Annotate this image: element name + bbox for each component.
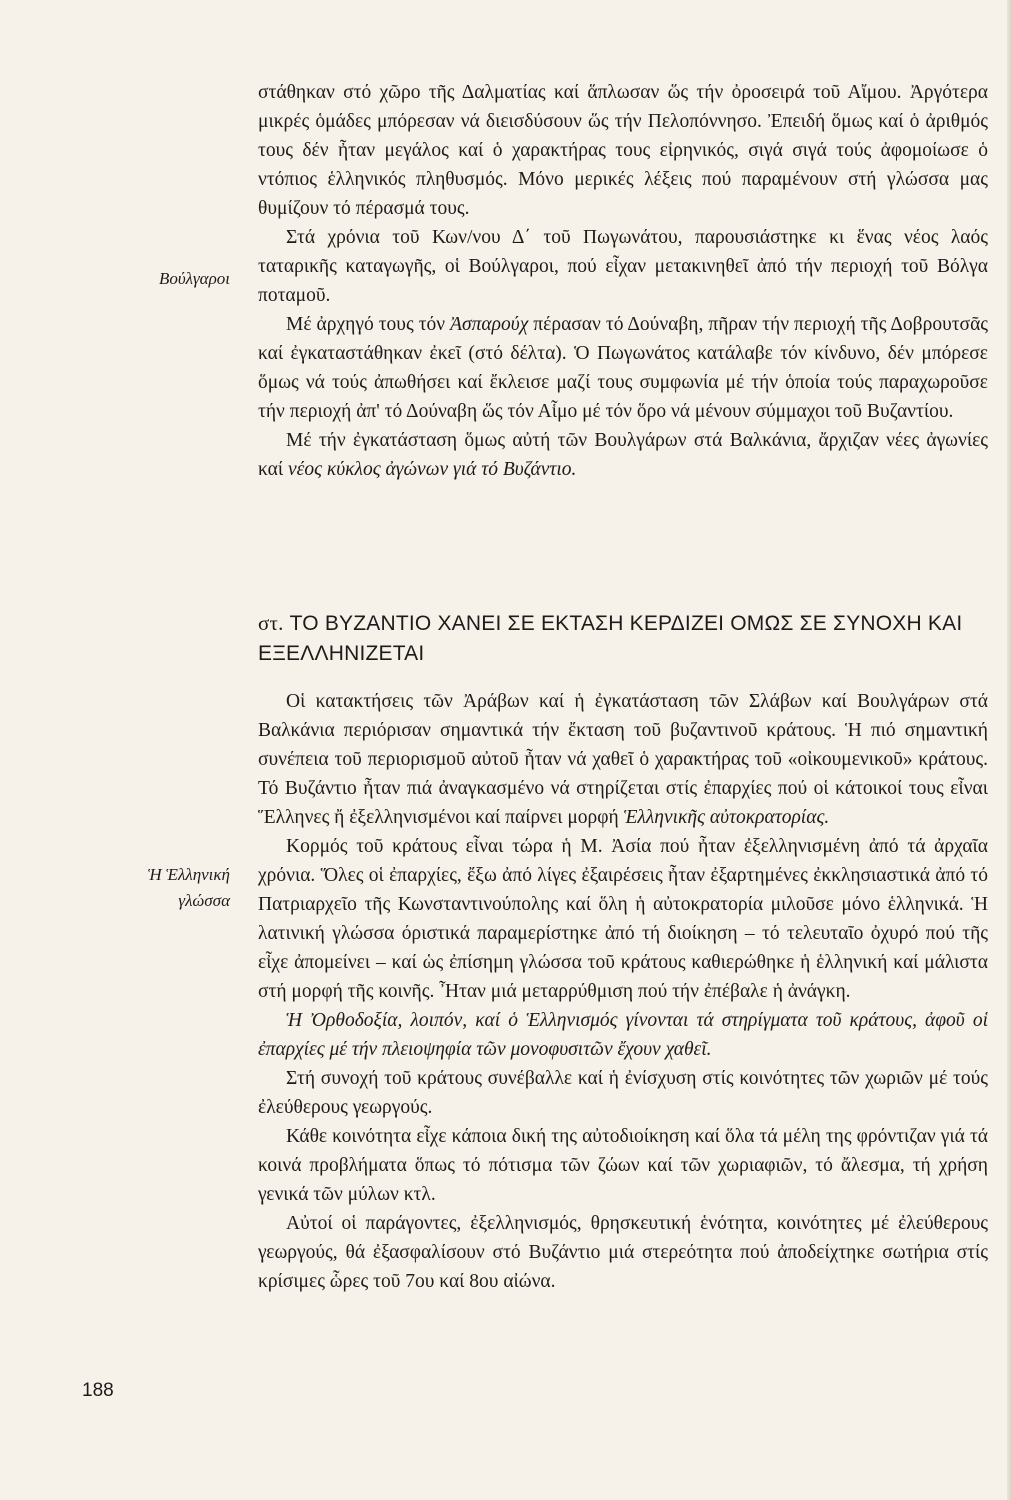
section-title: ΤΟ ΒΥΖΑΝΤΙΟ ΧΑΝΕΙ ΣΕ ΕΚΤΑΣΗ ΚΕΡΔΙΖΕΙ ΟΜΩΣ ΣΕ ΣΥΝΟΧΗ ΚΑΙ ΕΞΕΛΛΗΝΙΖΕΤΑΙ [258, 612, 963, 665]
paragraph-orthodoxy [258, 1006, 988, 1064]
text-span: Μέ ἀρχηγό τους τόν [286, 314, 451, 335]
margin-note-voulgaroi: Βούλγαροι [158, 269, 230, 288]
section-slavs-bulgars [258, 78, 988, 484]
text-span: Οἱ κατακτήσεις τῶν Ἀράβων καί ἡ ἐγκατάσταση τῶν Σλάβων καί Βουλγάρων στά Βαλκάνια περιόρισαν σημαντικά τήν ἔκταση τοῦ βυζαντινοῦ κράτους. Ἡ πιό σημαντική συνέπεια τοῦ περιορισμοῦ αὐτοῦ ἦταν νά χαθεῖ ὁ χαρακτήρας τοῦ «οἰκουμενικοῦ» κράτους. Τό Βυζάντιο ἦταν πιά ἀναγκασμένο νά στηρίζεται στίς ἐπαρχίες πού οἱ κάτοικοί τους εἶναι Ἕλληνες ἤ ἐξελληνισμένοι καί παίρνει μορφή [258, 691, 988, 828]
text-span: πέρασαν τό Δούναβη, πῆραν τήν περιοχή τῆς Δοβρουτσᾶς καί ἐγκαταστάθηκαν ἐκεῖ (στό δέλτα). Ὁ Πωγωνάτος κατάλαβε τόν κίνδυνο, δέν μπόρεσε ὅμως νά τούς ἀπωθήσει καί ἔκλεισε μαζί τους συμφωνία μέ τήν ὁποία τούς παραχωροῦσε τήν περιοχή ἀπ' τό Δούναβη ὥς τόν Αἷμο μέ τόν ὅρο νά μένουν σύμμαχοι τοῦ Βυζαντίου. [258, 314, 989, 422]
emphasis-orthodoxy: Ἡ Ὀρθοδοξία, λοιπόν, καί ὁ Ἑλληνισμός γίνονται τά στηρίγματα τοῦ κράτους, ἀφοῦ οἱ ἐπαρχίες μέ τήν πλειοψηφία τῶν μονοφυσιτῶν ἔχουν χαθεῖ. [258, 1010, 988, 1060]
page-edge-shadow [1007, 0, 1012, 1500]
margin-note-line: γλώσσα [178, 891, 230, 910]
paragraph-new-struggles [258, 426, 988, 484]
margin-note-greek-language [80, 862, 230, 914]
emphasis-hellenic-empire: Ἑλληνικῆς αὐτοκρατορίας. [623, 807, 830, 828]
paragraph-communities: Στή συνοχή τοῦ κράτους συνέβαλλε καί ἡ ἐνίσχυση στίς κοινότητες τῶν χωριῶν μέ τούς ἐλεύθερους γεωργούς. [258, 1068, 988, 1118]
paragraph-bulgars-arrival: Στά χρόνια τοῦ Κων/νου Δ΄ τοῦ Πωγωνάτου, παρουσιάστηκε κι ἕνας νέος λαός ταταρικῆς καταγωγῆς, οἱ Βούλγαροι, πού εἶχαν μετακινηθεῖ ἀπό τήν περιοχή τοῦ Βόλγα ποταμοῦ. [258, 227, 988, 306]
section-number: στ. [258, 611, 284, 635]
paragraph-factors: Αὐτοί οἱ παράγοντες, ἐξελληνισμός, θρησκευτική ἑνότητα, κοινότητες μέ ἐλεύθερους γεωργούς, θά ἐξασφαλίσουν στό Βυζάντιο μιά στερεότητα πού ἀποδείχτηκε σωτήρια στίς κρίσιμες ὧρες τοῦ 7ου καί 8ου αἰώνα. [258, 1213, 988, 1292]
section-hellenization [258, 687, 988, 1296]
section-heading [258, 608, 988, 669]
page-number: 188 [82, 1380, 114, 1401]
paragraph-slavs: στάθηκαν στό χῶρο τῆς Δαλματίας καί ἅπλωσαν ὥς τήν ὀροσειρά τοῦ Αἴμου. Ἀργότερα μικρές ὁμάδες μπόρεσαν νά διεισδύσουν ὥς τήν Πελοπόννησο. Ἐπειδή ὅμως καί ὁ ἀριθμός τους δέν ἦταν μεγάλος καί ὁ χαρακτήρας τους εἰρηνικός, σιγά σιγά τούς ἀφομοίωσε ὁ ντόπιος ἑλληνικός πληθυσμός. Μόνο μερικές λέξεις πού παραμένουν στή γλώσσα μας θυμίζουν τό πέρασμά τους. [258, 82, 988, 219]
paragraph-language: Κορμός τοῦ κράτους εἶναι τώρα ἡ Μ. Ἀσία πού ἦταν ἐξελληνισμένη ἀπό τά ἀρχαῖα χρόνια. Ὅλες οἱ ἐπαρχίες, ἔξω ἀπό λίγες ἐξαιρέσεις ἦταν ἐξαρτημένες ἐκκλησιαστικά ἀπό τό Πατριαρχεῖο τῆς Κωνσταντινούπολης καί ὅλη ἡ αὐτοκρατορία μιλοῦσε μόνο ἑλληνικά. Ἡ λατινική γλώσσα όριστικά παραμερίστηκε ἀπό τή διοίκηση – τό τελευταῖο ὀχυρό πού τῆς εἶχε ἀπομείνει – καί ὡς ἐπίσημη γλώσσα τοῦ κράτους καθιερώθηκε ἡ ἑλληνική καί μάλιστα στή μορφή τῆς κοινῆς. Ἦταν μιά μεταρρύθμιση πού τήν ἐπέβαλε ἡ ἀνάγκη. [258, 836, 988, 1002]
paragraph-self-government: Κάθε κοινότητα εἶχε κάποια δική της αὐτοδιοίκηση καί ὅλα τά μέλη της φρόντιζαν γιά τά κοινά προβλήματα ὅπως τό πότισμα τῶν ζώων καί τῶν χωριαφιῶν, τό ἄλεσμα, τή χρήση γενικά τῶν μύλων κτλ. [258, 1126, 988, 1205]
margin-note-line: Ἡ Ἑλληνική [147, 865, 230, 884]
text-span: Μέ τήν ἐγκατάσταση ὅμως αὐτή τῶν Βουλγάρων στά Βαλκάνια, ἄρχιζαν νέες ἀγωνίες καί [258, 430, 988, 480]
paragraph-asparukh [258, 310, 988, 426]
paragraph-territory-loss [258, 687, 988, 832]
name-asparukh: Ἀσπαρούχ [450, 314, 529, 335]
emphasis-new-cycle: νέος κύκλος ἀγώνων γιά τό Βυζάντιο. [288, 459, 577, 480]
